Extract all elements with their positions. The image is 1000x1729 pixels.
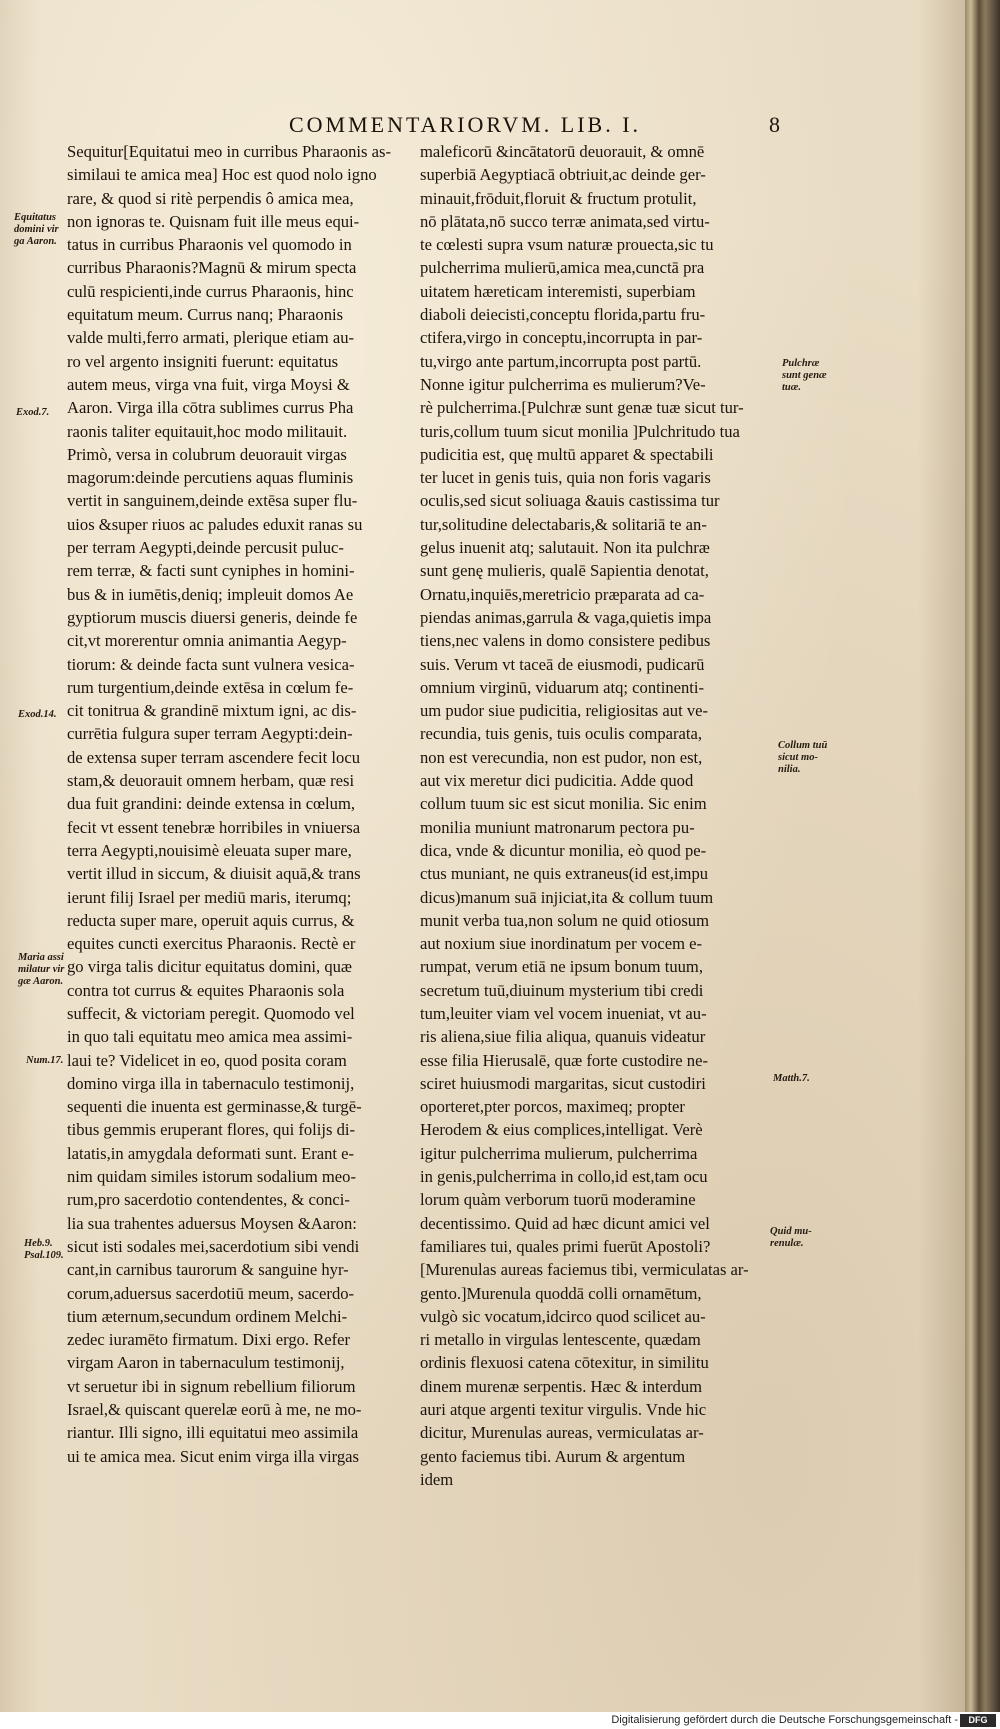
text-line: ris aliena,siue filia aliqua, quanuis videatur: [420, 1027, 706, 1047]
text-line: non est verecundia, non est pudor, non est,: [420, 747, 703, 767]
margin-note-line: nilia.: [778, 764, 801, 775]
text-line: culū respicienti,inde currus Pharaonis, hinc: [67, 281, 354, 301]
text-line: ierunt filij Israel per mediū maris, iterumq;: [67, 887, 352, 907]
text-line: dica, vnde & dicuntur monilia, eò quod pe-: [420, 840, 707, 860]
margin-note-collum: [778, 740, 827, 776]
text-line: stam,& deuorauit omnem herbam, quæ resi: [67, 771, 355, 791]
margin-note-line: ga Aaron.: [14, 236, 57, 247]
text-line: diaboli deiecisti,conceptu florida,partu fru-: [420, 305, 706, 325]
text-line: uios &super riuos ac paludes eduxit ranas su: [67, 514, 363, 534]
text-line: corum,aduersus sacerdotiū meum, sacerdo-: [67, 1283, 355, 1303]
text-line: rum turgentium,deinde extēsa in cœlum fe-: [67, 677, 354, 697]
text-line: gelus inuenit atq; salutauit. Non ita pulchræ: [420, 538, 710, 558]
text-line: lia sua trahentes aduersus Moysen &Aaron:: [67, 1213, 357, 1233]
margin-note-line: Num.17.: [26, 1055, 64, 1066]
text-line: riantur. Illi signo, illi equitatui meo assimila: [67, 1423, 359, 1443]
text-line: similaui te amica mea] Hoc est quod nolo igno: [67, 165, 377, 185]
text-line: ri metallo in virgulas lentescente, quædam: [420, 1330, 701, 1350]
footer-credit: Digitalisierung gefördert durch die Deutsche Forschungsgemeinschaft -: [611, 1714, 958, 1726]
text-line: aut noxium siue inordinatum per vocem e-: [420, 934, 703, 954]
text-line: Aaron. Virga illa cōtra sublimes currus Pha: [67, 398, 354, 418]
margin-note-line: sunt genæ: [782, 370, 827, 381]
text-line: domino virga illa in tabernaculo testimonij,: [67, 1073, 355, 1093]
text-line: ctifera,virgo in conceptu,incorrupta in par-: [420, 328, 703, 348]
text-line: aut vix meretur dici pudicitia. Adde quod: [420, 771, 694, 791]
text-line: sciret huiusmodi margaritas, sicut custodiri: [420, 1073, 706, 1093]
margin-note-exod-14: [18, 709, 57, 721]
text-line: rum,pro sacerdotio contendentes, & conci-: [67, 1190, 350, 1210]
text-line: bus & in iumētis,deniq; impleuit domos Ae: [67, 584, 354, 604]
text-line: contra tot currus & equites Pharaonis sola: [67, 980, 345, 1000]
text-line: Israel,& quiscant querelæ eorū à me, ne mo-: [67, 1400, 362, 1420]
text-line: dinem murenæ serpentis. Hæc & interdum: [420, 1376, 703, 1396]
text-line: rem terræ, & facti sunt cyniphes in homini-: [67, 561, 355, 581]
margin-note-line: Matth.7.: [773, 1073, 810, 1084]
text-line: ter lucet in genis tuis, quia non foris vagaris: [420, 468, 711, 488]
text-line: tiens,nec valens in domo consistere pedibus: [420, 631, 711, 651]
text-line: non ignoras te. Quisnam fuit ille meus equi-: [67, 211, 360, 231]
text-line: tatus in curribus Pharaonis vel quomodo in: [67, 235, 352, 255]
text-line: tur,solitudine delectabaris,& solitariā te an-: [420, 514, 707, 534]
text-line: per terram Aegypti,deinde percusit puluc-: [67, 538, 344, 558]
margin-note-line: sicut mo-: [778, 752, 818, 763]
text-line: familiares tui, quales primi fuerūt Apostoli?: [420, 1236, 711, 1256]
text-line: lorum quàm verborum tuorū moderamine: [420, 1190, 696, 1210]
text-line: gento faciemus tibi. Aurum & argentum: [420, 1446, 686, 1466]
text-line: recundia, tuis genis, tuis oculis comparata,: [420, 724, 703, 744]
text-line: igitur pulcherrima mulierum, pulcherrima: [420, 1143, 698, 1163]
text-line: go virga talis dicitur equitatus domini, quæ: [67, 957, 352, 977]
text-line: ui te amica mea. Sicut enim virga illa virgas: [67, 1446, 360, 1466]
margin-note-line: renulæ.: [770, 1238, 804, 1249]
folio-number: 8: [769, 112, 780, 137]
text-line: nim quidam similes istorum sodalium meo-: [67, 1167, 356, 1187]
margin-note-line: Exod.7.: [16, 407, 50, 418]
text-line: decentissimo. Quid ad hæc dicunt amici vel: [420, 1213, 710, 1233]
text-line: vulgò sic vocatum,idcirco quod scilicet au-: [420, 1306, 706, 1326]
dfg-logo: DFG: [960, 1714, 996, 1727]
margin-note-line: Quid mu-: [770, 1226, 812, 1237]
text-line: pudicitia est, quę multū apparet & spectabili: [420, 444, 714, 464]
margin-note-exod-7: [16, 407, 49, 419]
text-line: ro vel argento insigniti fuerunt: equitatus: [67, 351, 339, 371]
text-line: terra Aegypti,nouisimè eleuata super mare,: [67, 840, 352, 860]
text-line: suffecit, & victoriam peregit. Quomodo vel: [67, 1003, 355, 1023]
text-line: secretum tuū,diuinum mysterium tibi credi: [420, 980, 704, 1000]
text-line: Nonne igitur pulcherrima es mulierum?Ve-: [420, 374, 706, 394]
margin-note-line: tuæ.: [782, 382, 801, 393]
text-line: tu,virgo ante partum,incorrupta post partū.: [420, 351, 702, 371]
text-line: ordinis flexuosi catena cōtexitur, in similitu: [420, 1353, 709, 1373]
text-line: vt seruetur ibi in signum rebellium filiorum: [67, 1376, 356, 1396]
text-line: omnium virginū, viduarum atq; continenti-: [420, 677, 705, 697]
footer-bar: [0, 1712, 1000, 1729]
text-line: collum tuum sic est sicut monilia. Sic enim: [420, 794, 707, 814]
margin-note-line: milatur vir: [18, 964, 65, 975]
text-line: equites cuncti exercitus Pharaonis. Rectè er: [67, 934, 356, 954]
text-line: curribus Pharaonis?Magnū & mirum specta: [67, 258, 357, 278]
margin-note-line: Exod.14.: [18, 709, 57, 720]
text-line: dicus)manum suā injiciat,ita & collum tuum: [420, 887, 714, 907]
text-line: maleficorū &incātatorū deuorauit, & omnē: [420, 142, 705, 161]
margin-note-pulchrae: [782, 358, 827, 394]
text-line: oporteret,pter porcos, maximeq; propter: [420, 1097, 685, 1117]
text-line: autem meus, virga vna fuit, virga Moysi &: [67, 374, 350, 394]
margin-note-line: Psal.109.: [24, 1250, 64, 1261]
text-line: sequenti die inuenta est germinasse,& turgē-: [67, 1097, 362, 1117]
text-line: turis,collum tuum sicut monilia ]Pulchritudo tua: [420, 421, 740, 441]
text-line: munit verba tua,non solum ne quid otiosum: [420, 910, 709, 930]
text-line: Sequitur[Equitatui meo in curribus Pharaonis as-: [67, 142, 391, 161]
right-text-column: [420, 140, 780, 1491]
text-line: raonis taliter equitauit,hoc modo militauit.: [67, 421, 348, 441]
text-line: idem: [420, 1469, 454, 1489]
text-line: tiorum: & deinde facta sunt vulnera vesica-: [67, 654, 355, 674]
text-line: magorum:deinde percutiens aquas fluminis: [67, 468, 354, 488]
text-line: um pudor siue pudicitia, religiositas aut ve-: [420, 701, 709, 721]
text-line: sicut isti sodales mei,sacerdotium sibi vendi: [67, 1236, 360, 1256]
text-line: cit,vt morerentur omnia animantia Aegyp-: [67, 631, 347, 651]
text-line: nō plātata,nō succo terræ animata,sed virtu-: [420, 211, 710, 231]
text-line: pulcherrima mulierū,amica mea,cunctā pra: [420, 258, 705, 278]
margin-note-line: Collum tuū: [778, 740, 828, 751]
text-line: laui te? Videlicet in eo, quod posita coram: [67, 1050, 347, 1070]
text-line: in genis,pulcherrima in collo,id est,tam ocu: [420, 1167, 708, 1187]
margin-note-murenulae: [770, 1226, 812, 1250]
text-line: cit tonitrua & grandinē mixtum igni, ac dis-: [67, 701, 357, 721]
text-line: vertit illud in siccum, & diuisit aquā,& trans: [67, 864, 361, 884]
text-line: rumpat, verum etiā ne ipsum bonum tuum,: [420, 957, 703, 977]
text-line: virgam Aaron in tabernaculum testimonij,: [67, 1353, 345, 1373]
text-line: reducta super mare, operuit aquis currus, &: [67, 910, 355, 930]
text-line: sunt genę mulieris, qualē Sapientia denotat,: [420, 561, 709, 581]
margin-note-heb-psal: [24, 1238, 64, 1262]
text-line: equitatum meum. Currus nanq; Pharaonis: [67, 305, 344, 325]
running-head: COMMENTARIORVM. LIB. I.: [288, 112, 642, 137]
text-line: fecit vt essent tenebræ horribiles in vniuersa: [67, 817, 361, 837]
text-line: minauit,frōduit,floruit & fructum protulit,: [420, 188, 697, 208]
text-line: ctus muniant, ne quis extraneus(id est,impu: [420, 864, 709, 884]
text-line: latatis,in amygdala deformati sunt. Erant e-: [67, 1143, 355, 1163]
text-line: superbiā Aegyptiacā obtriuit,ac deinde ger-: [420, 165, 706, 185]
margin-note-matth-7: [773, 1073, 810, 1085]
text-line: te cœlesti supra vsum naturæ prouecta,sic tu: [420, 235, 714, 255]
text-line: Herodem & eius complices,intelligat. Verè: [420, 1120, 703, 1140]
text-line: Primò, versa in colubrum deuorauit virgas: [67, 444, 347, 464]
text-line: oculis,sed sicut soliuaga &auis castissima tur: [420, 491, 720, 511]
text-line: [Murenulas aureas faciemus tibi, vermiculatas ar-: [420, 1260, 749, 1280]
text-line: tibus gemmis eruperant flores, qui folijs di-: [67, 1120, 356, 1140]
margin-note-line: domini vir: [14, 224, 59, 235]
text-line: cant,in carnibus taurorum & sanguine hyr-: [67, 1260, 349, 1280]
text-line: suis. Verum vt taceā de eiusmodi, pudicarū: [420, 654, 705, 674]
margin-note-line: Maria assi: [18, 952, 64, 963]
text-line: valde multi,ferro armati, plerique etiam au-: [67, 328, 355, 348]
text-line: tum,leuiter viam vel vocem inueniat, vt au-: [420, 1003, 707, 1023]
text-line: de extensa super terram ascendere fecit locu: [67, 747, 360, 767]
margin-note-num-17: [26, 1055, 63, 1067]
margin-note-line: gæ Aaron.: [18, 976, 64, 987]
text-line: gyptiorum muscis diuersi generis, deinde fe: [67, 607, 358, 627]
left-text-column: [67, 140, 412, 1468]
text-line: Ornatu,inquiēs,meretricio præparata ad ca-: [420, 584, 705, 604]
text-line: monilia muniunt matronarum pectora pu-: [420, 817, 695, 837]
text-line: vertit in sanguinem,deinde extēsa super flu-: [67, 491, 358, 511]
text-line: uitatem hæreticam interemisti, superbiam: [420, 281, 696, 301]
margin-note-equitatus: [14, 212, 59, 248]
page-fold-shadow: [918, 0, 965, 1712]
margin-note-line: Pulchræ: [782, 358, 820, 369]
book-edge: [965, 0, 1000, 1712]
text-line: zedec iuramēto firmatum. Dixi ergo. Refer: [67, 1330, 351, 1350]
text-line: in quo tali equitatu meo amica mea assimi-: [67, 1027, 353, 1047]
text-line: piendas animas,garrula & vaga,quietis impa: [420, 607, 712, 627]
text-line: rare, & quod si ritè perpendis ô amica mea,: [67, 188, 354, 208]
text-line: auri atque argenti texitur virgulis. Vnde hic: [420, 1400, 707, 1420]
text-line: dua fuit grandini: deinde extensa in cœlum,: [67, 794, 356, 814]
text-line: rè pulcherrima.[Pulchræ sunt genæ tuæ sicut tur-: [420, 398, 744, 418]
text-line: dicitur, Murenulas aureas, vermiculatas ar-: [420, 1423, 704, 1443]
margin-note-line: Heb.9.: [24, 1238, 53, 1249]
margin-note-maria: [18, 952, 64, 988]
text-line: currētia fulgura super terram Aegypti:dein-: [67, 724, 353, 744]
text-line: gento.]Murenula quoddā colli ornamētum,: [420, 1283, 702, 1303]
text-line: tium æternum,secundum ordinem Melchi-: [67, 1306, 348, 1326]
margin-note-line: Equitatus: [14, 212, 57, 223]
text-line: esse filia Hierusalē, quæ forte custodire ne-: [420, 1050, 708, 1070]
